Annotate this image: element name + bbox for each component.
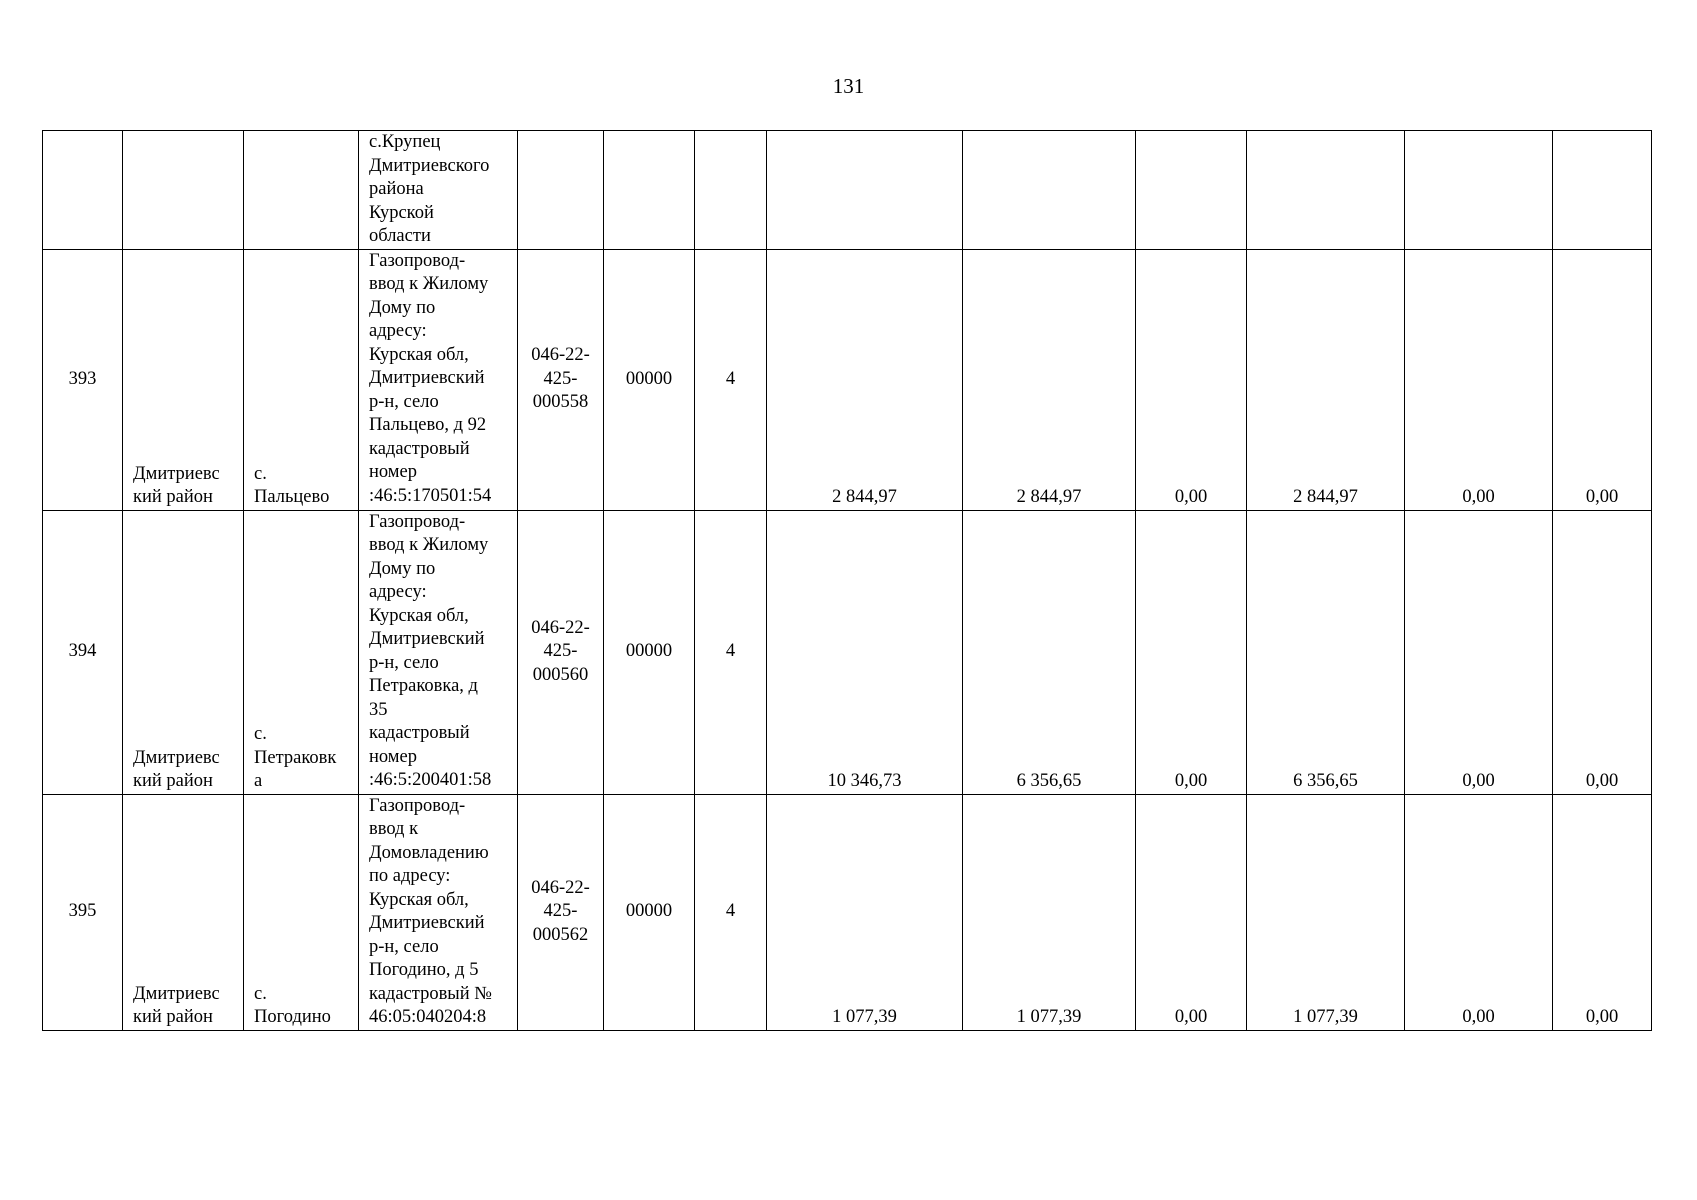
cell-value-1: 1 077,39	[767, 794, 963, 1030]
cell-registration	[518, 131, 604, 250]
cell-value-6	[1553, 131, 1652, 250]
cell-value-5: 0,00	[1405, 510, 1553, 794]
table-row	[43, 249, 1652, 510]
cell-description: Газопровод- ввод к Жилому Дому по адресу: Курская обл, Дмитриевский р-н, село Пальцево, д 92 кадастровый номер :46:5:170501:54	[359, 249, 518, 510]
cell-value-1: 2 844,97	[767, 249, 963, 510]
table-row-continuation	[43, 131, 1652, 250]
cell-value-3: 0,00	[1136, 510, 1247, 794]
cell-value-5	[1405, 131, 1553, 250]
cell-value-3	[1136, 131, 1247, 250]
cell-value-6: 0,00	[1553, 510, 1652, 794]
cell-value-6: 0,00	[1553, 794, 1652, 1030]
cell-value-1	[767, 131, 963, 250]
cell-registration: 046-22- 425- 000562	[518, 794, 604, 1030]
cell-value-5: 0,00	[1405, 794, 1553, 1030]
cell-value-5: 0,00	[1405, 249, 1553, 510]
cell-settlement	[244, 131, 359, 250]
cell-code: 00000	[604, 249, 695, 510]
cell-district: Дмитриевс кий район	[123, 510, 244, 794]
cell-value-4: 2 844,97	[1247, 249, 1405, 510]
cell-number: 393	[43, 249, 123, 510]
cell-number: 394	[43, 510, 123, 794]
cell-value-4: 6 356,65	[1247, 510, 1405, 794]
cell-settlement: с. Петраковк а	[244, 510, 359, 794]
cell-value-2: 1 077,39	[963, 794, 1136, 1030]
registry-table	[42, 130, 1652, 1031]
cell-value-4: 1 077,39	[1247, 794, 1405, 1030]
cell-code	[604, 131, 695, 250]
cell-description: Газопровод- ввод к Жилому Дому по адресу: Курская обл, Дмитриевский р-н, село Петраковка, д 35 кадастровый номер :46:5:200401:58	[359, 510, 518, 794]
cell-registration: 046-22- 425- 000558	[518, 249, 604, 510]
cell-description: с.Крупец Дмитриевского района Курской области	[359, 131, 518, 250]
cell-value-3: 0,00	[1136, 249, 1247, 510]
cell-description: Газопровод- ввод к Домовладению по адресу: Курская обл, Дмитриевский р-н, село Погодино, д 5 кадастровый № 46:05:040204:8	[359, 794, 518, 1030]
cell-district: Дмитриевс кий район	[123, 249, 244, 510]
cell-category	[695, 131, 767, 250]
cell-value-3: 0,00	[1136, 794, 1247, 1030]
cell-district	[123, 131, 244, 250]
cell-code: 00000	[604, 510, 695, 794]
cell-district: Дмитриевс кий район	[123, 794, 244, 1030]
cell-registration: 046-22- 425- 000560	[518, 510, 604, 794]
cell-code: 00000	[604, 794, 695, 1030]
cell-value-2: 2 844,97	[963, 249, 1136, 510]
cell-number: 395	[43, 794, 123, 1030]
cell-value-6: 0,00	[1553, 249, 1652, 510]
cell-category: 4	[695, 249, 767, 510]
cell-category: 4	[695, 794, 767, 1030]
page-number: 131	[832, 74, 865, 98]
table-row	[43, 794, 1652, 1030]
cell-settlement: с. Погодино	[244, 794, 359, 1030]
cell-value-2	[963, 131, 1136, 250]
cell-settlement: с. Пальцево	[244, 249, 359, 510]
cell-category: 4	[695, 510, 767, 794]
cell-value-4	[1247, 131, 1405, 250]
cell-number	[43, 131, 123, 250]
cell-value-2: 6 356,65	[963, 510, 1136, 794]
table-row	[43, 510, 1652, 794]
cell-value-1: 10 346,73	[767, 510, 963, 794]
